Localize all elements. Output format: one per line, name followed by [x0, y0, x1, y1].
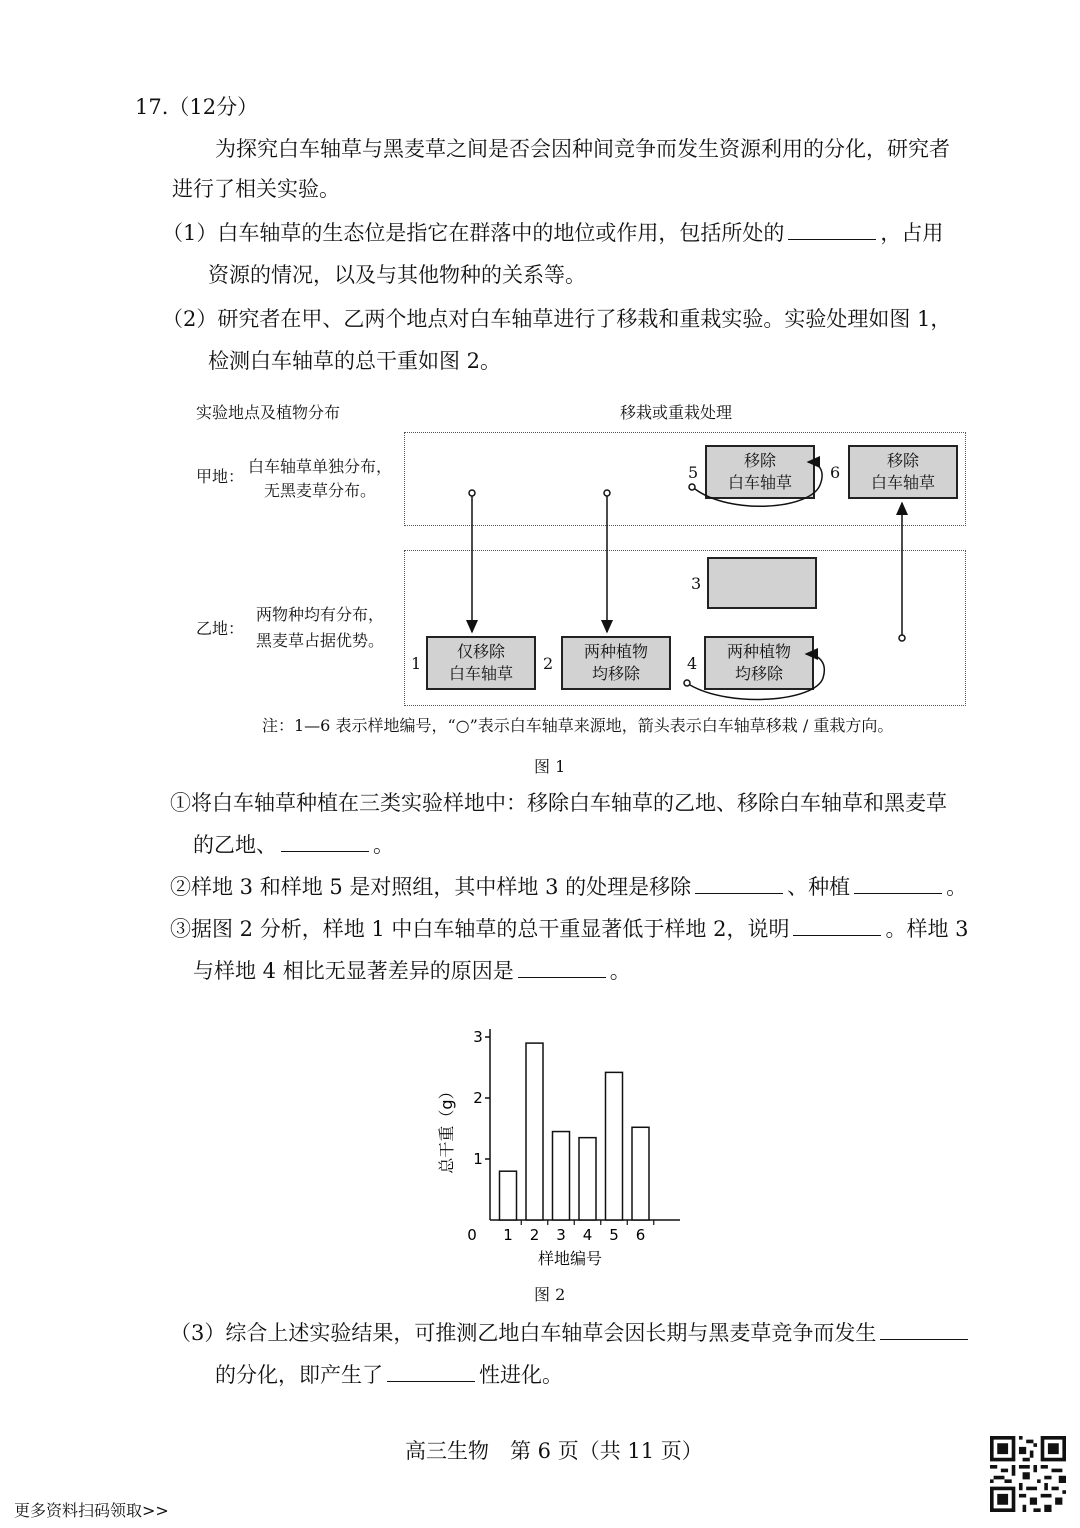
answer-blank[interactable] — [854, 873, 942, 894]
q3-text-a: （3）综合上述实验结果，可推测乙地白车轴草会因长期与黑麦草竞争而发生 — [170, 1321, 877, 1345]
s3-text-a: ③据图 2 分析，样地 1 中白车轴草的总干重显著低于样地 2，说明 — [170, 917, 790, 941]
fig1-caption: 图 1 — [534, 757, 566, 776]
plot-2-line1: 两种植物 — [583, 642, 648, 661]
s3-text-c: 与样地 4 相比无显著差异的原因是 — [193, 959, 514, 983]
plot-5-number: 5 — [688, 463, 699, 482]
bar-6 — [632, 1127, 649, 1220]
intro-line2: 进行了相关实验。 — [172, 177, 340, 201]
bar-1 — [500, 1171, 517, 1220]
more-resources-link[interactable]: 更多资料扫码领取>> — [14, 1501, 169, 1520]
q2-line1: （2）研究者在甲、乙两个地点对白车轴草进行了移栽和重栽实验。实验处理如图 1， — [162, 307, 952, 331]
plot-6-line1: 移除 — [886, 451, 919, 470]
s2-text-b: 、种植 — [787, 875, 851, 899]
arrow-to-plot-2 — [604, 490, 610, 632]
x-tick-label: 2 — [529, 1226, 540, 1244]
s2-line — [170, 872, 967, 902]
q1-text-b: ，占用 — [880, 221, 944, 245]
q3-line2 — [215, 1360, 563, 1390]
site-a-desc2: 无黑麦草分布。 — [264, 481, 377, 500]
x-tick-label: 1 — [503, 1226, 513, 1244]
s1-text-a: 的乙地、 — [193, 833, 277, 857]
q2-line2: 检测白车轴草的总干重如图 2。 — [208, 349, 502, 373]
answer-blank[interactable] — [793, 915, 881, 936]
site-b-desc1: 两物种均有分布， — [256, 605, 385, 624]
s3-text-d: 。 — [609, 959, 631, 983]
site-b-label: 乙地： — [196, 619, 245, 638]
site-a-desc1: 白车轴草单独分布， — [248, 457, 393, 476]
s1-text-b: 。 — [373, 833, 394, 857]
s3-line2 — [193, 956, 631, 986]
plot-6-line2: 白车轴草 — [870, 473, 935, 492]
qr-code-icon[interactable] — [990, 1436, 1066, 1512]
q1-text-a: （1）白车轴草的生态位是指它在群落中的地位或作用，包括所处的 — [162, 221, 785, 245]
bar-2 — [526, 1043, 543, 1220]
x-tick-label: 4 — [582, 1226, 593, 1244]
site-a-label: 甲地： — [196, 467, 245, 486]
fig1-arrows — [0, 0, 1080, 720]
s3-line1 — [170, 914, 969, 944]
q3-line1 — [170, 1318, 972, 1348]
q3-text-b: 的分化，即产生了 — [215, 1363, 383, 1387]
y-tick-label: 0 — [467, 1226, 477, 1244]
intro-line1: 为探究白车轴草与黑麦草之间是否会因种间竞争而发生资源利用的分化，研究者 — [215, 137, 950, 161]
answer-blank[interactable] — [518, 957, 606, 978]
answer-blank[interactable] — [281, 831, 369, 852]
x-axis-label: 样地编号 — [537, 1249, 603, 1268]
bar-4 — [579, 1138, 596, 1220]
s3-text-b: 。样地 3 — [885, 917, 969, 941]
plot-3-number: 3 — [691, 574, 702, 593]
plot-5-line1: 移除 — [743, 451, 776, 470]
s1-line2 — [193, 830, 394, 860]
bar-chart — [430, 1010, 680, 1270]
plot-1-line2: 白车轴草 — [448, 664, 513, 683]
plot-4-line2: 均移除 — [734, 664, 783, 683]
plot-4-line1: 两种植物 — [726, 642, 791, 661]
y-tick-label: 3 — [473, 1028, 483, 1046]
loop-arrow-plot-4 — [684, 654, 824, 699]
y-axis-label: 总干重（g） — [437, 1083, 456, 1174]
s2-text-a: ②样地 3 和样地 5 是对照组，其中样地 3 的处理是移除 — [170, 875, 692, 899]
plot-1-number: 1 — [411, 654, 422, 673]
fig1-header-left: 实验地点及植物分布 — [196, 403, 341, 422]
answer-blank[interactable] — [880, 1319, 968, 1340]
bar-5 — [606, 1072, 623, 1220]
fig1-note: 注：1—6 表示样地编号，“○”表示白车轴草来源地，箭头表示白车轴草移栽 / 重栽方向。 — [262, 716, 894, 735]
bar-3 — [553, 1132, 570, 1220]
x-tick-label: 3 — [556, 1226, 566, 1244]
plot-6-number: 6 — [830, 463, 841, 482]
arrow-to-plot-6 — [899, 503, 905, 641]
answer-blank[interactable] — [387, 1361, 475, 1382]
plot-2-line2: 均移除 — [591, 664, 640, 683]
question-number: 17.（12分） — [135, 95, 259, 119]
x-tick-label: 6 — [635, 1226, 646, 1244]
fig2-caption: 图 2 — [534, 1285, 566, 1304]
plot-2-number: 2 — [543, 654, 554, 673]
answer-blank[interactable] — [695, 873, 783, 894]
q1-line2: 资源的情况，以及与其他物种的关系等。 — [208, 263, 586, 287]
y-tick-label: 1 — [473, 1150, 483, 1168]
s1-line1: ①将白车轴草种植在三类实验样地中：移除白车轴草的乙地、移除白车轴草和黑麦草 — [170, 791, 947, 815]
plot-4-number: 4 — [687, 654, 698, 673]
arrow-to-plot-1 — [469, 490, 475, 632]
page-footer: 高三生物 第 6 页（共 11 页） — [405, 1439, 703, 1463]
plot-5-line2: 白车轴草 — [727, 473, 792, 492]
q3-text-c: 性进化。 — [479, 1363, 563, 1387]
loop-arrow-plot-5 — [689, 462, 822, 506]
y-tick-label: 2 — [473, 1089, 483, 1107]
s2-text-c: 。 — [946, 875, 968, 899]
x-tick-label: 5 — [609, 1226, 619, 1244]
site-b-desc2: 黑麦草占据优势。 — [256, 631, 385, 650]
fig1-header-right: 移栽或重栽处理 — [620, 403, 733, 422]
plot-1-line1: 仅移除 — [456, 642, 505, 661]
